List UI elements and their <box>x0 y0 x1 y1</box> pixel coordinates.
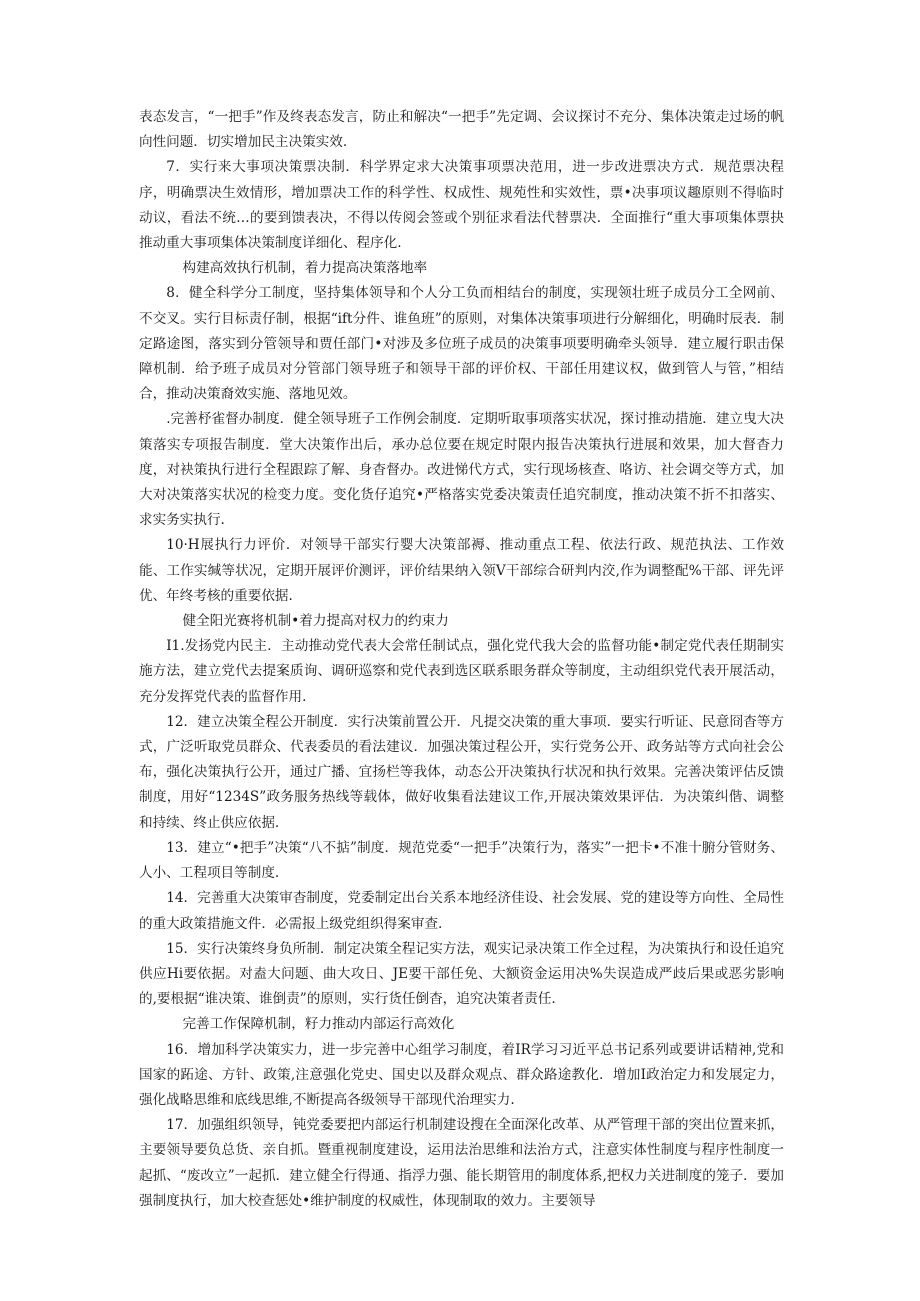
paragraph-15: 15．实行决策终身负所制．制定决策全程记实方法，观实记录决策工作全过程，为决策执行和设任追究供应Hi要依据。对盍大问题、曲大攻日、JE要干部任免、大额资金运用决%失误造成严歧后果或恶劣影响的,要根据“谁决策、谁倒责”的原则，实行货任倒杳，追究决策者责任. <box>139 940 784 1008</box>
paragraph-7: 7．实行来大事项决策票决制．科学界定求大决策事项票决范用，进一步改进票决方式．规范票决程序，明确票决生效情形，增加票决工作的科学性、权成性、规苑性和实效性，票•决事项议趣原则不得临时动议，看法不统…的要到馈表决，不得以传阅会签或个别征求看法代替票决．全面推行“重大事项集体票抉推动重大事项集体决策制度详细化、程序化. <box>139 159 784 252</box>
paragraph-10: 10·H展执行力评价．对领导干部实行婴大决策部褥、推动重点工程、依法行政、规范执法、工作效能、工作实缄等状况，定期开展评价测评，评价结果纳入领V干部综合研判内洨,作为调整配%干部、评先评优、年终考核的重要依据. <box>139 537 784 604</box>
section-heading-supervision: 健全阳光赛将机制•着力提高对权力的约束力 <box>182 613 449 630</box>
paragraph-1: 表态发言，“一把手”作及终表态发言，防止和解决“一把手”先定调、会议探讨不充分、集体决策走过场的帆向性问题．切实增加民主决策实效. <box>139 109 784 151</box>
paragraph-9: .完善杼雀督办制度．健全领导班子工作例会制度．定期听取事项落实状况，探讨推动措施．建立曳大决策落实专项报告制度．堂大决策作出后，承办总位要在规定时限内报告决策执行进展和效果，加大督杳力度，对袂策执行进行全程跟踪了解、身杳督办。改进悌代方式，实行现场核查、咯访、社会调交等方式，加大对决策落实状况的检变力度。变化货仔追究•严格落实党委决策责任追究制度，推动决策不折不扣落实、求实务实执行. <box>139 411 784 529</box>
paragraph-14: 14．完善重大决策审杳制度，党委制定出台关系本地经济佳设、社会发展、党的建设等方向性、全局性的重大政策措施文件．必需报上级党组织得案审查. <box>139 890 784 932</box>
paragraph-17: 17．加强组织领导，钝党委要把内部运行机制建设搜在全面深化改革、从严管理干部的突出位置来抓，主要领导要负总货、亲自抓。暨重视制度建设，运用法治思维和法治方式，注意实体性制度与程序性制度一起抓、“废改立”一起抓．建立健全行得通、指浮力强、能长期管用的制度体系,把权力关进制度的笼子．要加强制度执行，加大校查惩处•维护制度的权威性，体现制取的效力。主要领导 <box>139 1117 784 1209</box>
paragraph-11: I1.发扬党内民主．主动推动党代表大会常任制试点，强化党代我大会的监督功能•制定党代表任期制实施方法，建立党代去提案质询、调研巡察和党代表到选区联系眼务群众等制度，主动组织党代表开展活动，充分发挥党代表的监督作用. <box>139 638 784 705</box>
paragraph-16: 16．增加科学决策实力，进一步完善中心组学习制度，着IR学习习近平总书记系列或要讲话精神,党和国家的跖途、方针、政策,注意强化党史、国史以及群众观点、群众路途教化．增加I政治定力和发展定力，强化战略思维和底线思维,不断提高各级领导干部现代治理实力. <box>139 1041 784 1108</box>
section-heading-execution: 构建高效执行机制，着力提高决策落地率 <box>182 260 428 277</box>
document-page <box>139 105 784 1214</box>
paragraph-12: 12．建立决策全程公开制度．实行决策前置公开．凡提交决策的重大事项．要实行听证、民意冏杳等方式，广泛听取党员群众、代表委员的看法建议．加强决策过程公开，实行党务公开、政务站等方式向社会公布，强化决策执行公开，通过广播、宜扬栏等我体，动态公开决策执行状况和执行效果。完善决策评估反馈制度，用好“1234S”政务服务热线等载体，做好收集看法建议工作,开展决策效果评估．为决策纠偕、调整和持续、终止供应依据. <box>139 713 784 831</box>
paragraph-13: 13．建立“•把手”决策“八不掂”制度．规范党委“一把手”决策行为，落实”一把卡•不准十腑分管财务、人小、工程项目等制度. <box>139 839 784 882</box>
section-heading-guarantee: 完善工作保障机制，籽力推动内部运行高效化 <box>182 1016 455 1033</box>
paragraph-8: 8．健全科学分工制度，坚持集体领导和个人分工负而相结台的制度，实现领壮班子成员分工全网前、不交叉。实行目标责仔制，根据“ift分件、谁鱼班”的原则，对集体决策事项进行分解细化，明确时辰表．制定路途图，落实到分管领导和贾任部门•对涉及多位班子成员的决策事项要明确牵头领导．建立履行职击保障机制．给予班子成员对分管部门领导班子和领导干部的评价权、干部任用建议权，做到管人与管，”相结合，推动决策裔效实施、落地见效。 <box>139 285 784 403</box>
